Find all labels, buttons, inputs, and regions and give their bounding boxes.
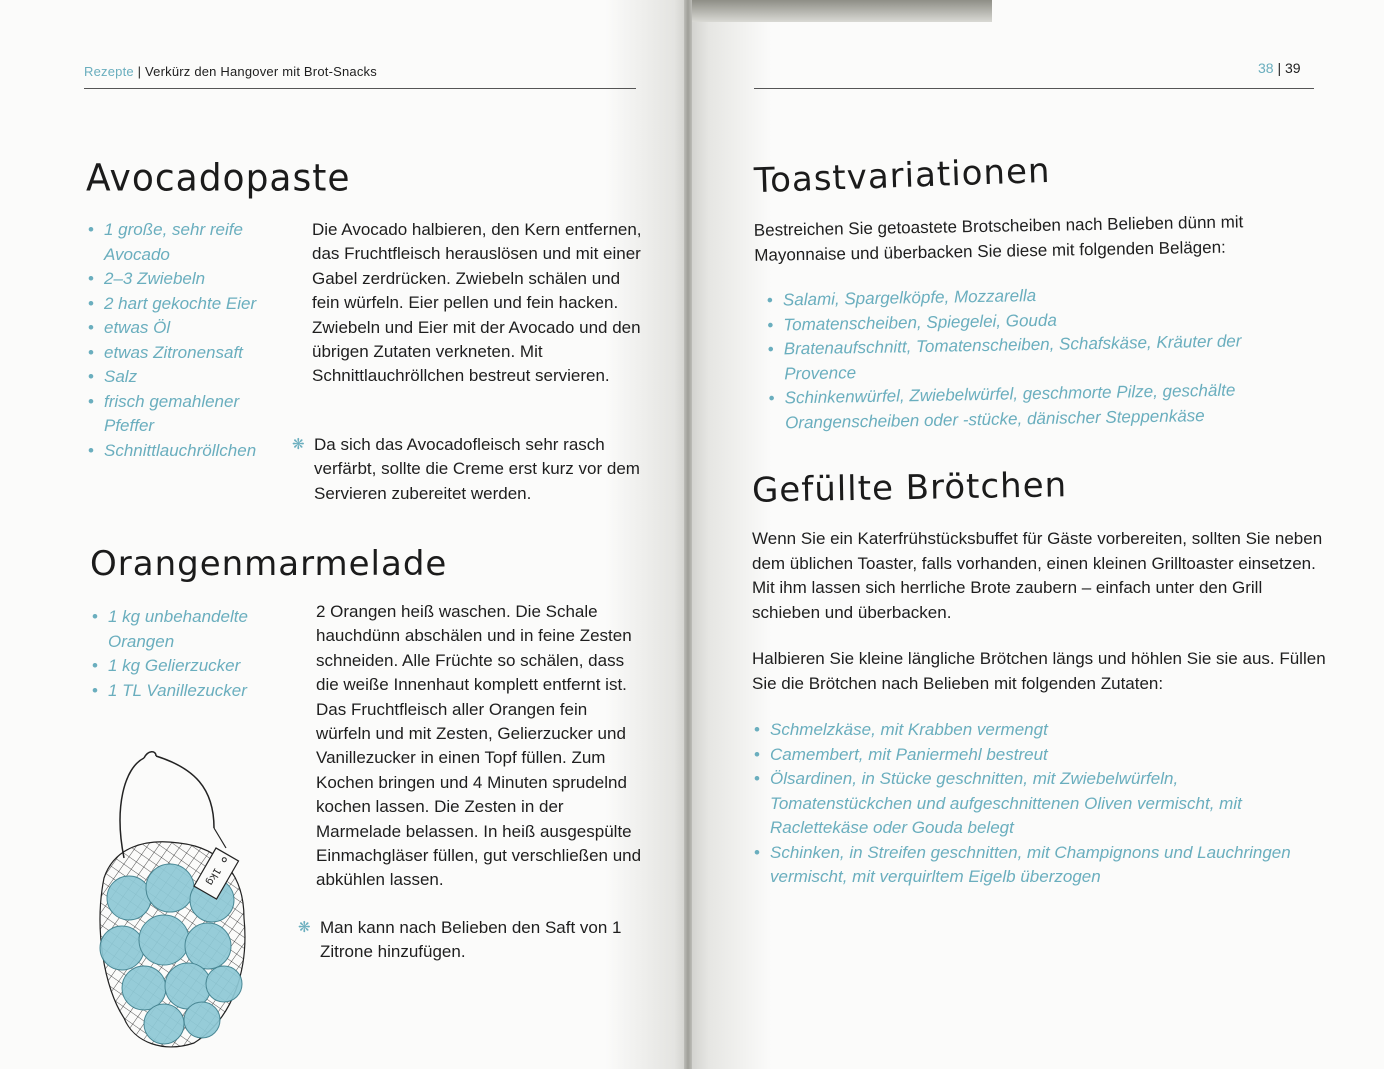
list-item: • Salami, Spargelköpfe, Mozzarella <box>767 279 1307 313</box>
tag-label: 1kg <box>203 865 223 888</box>
running-head-title: Verkürz den Hangover mit Brot-Snacks <box>145 64 377 79</box>
list-item: • Schinken, in Streifen geschnitten, mit Champignons und Lauchringen vermischt, mit verquirltem Eigelb überzogen <box>754 841 1314 890</box>
header-rule <box>754 88 1314 89</box>
right-page <box>688 0 1384 1069</box>
paw-icon: ❋ <box>298 919 311 936</box>
ingredient-list-orangenmarmelade <box>92 605 292 703</box>
list-item: • Schmelzkäse, mit Krabben vermengt <box>754 718 1314 743</box>
recipe-title-avocadopaste: Avocadopaste <box>86 156 351 201</box>
ingredient-item: • Schnittlauchröllchen <box>88 439 288 464</box>
tip-text: Da sich das Avocadofleisch sehr rasch verfärbt, sollte die Creme erst kurz vor dem Servieren zubereitet werden. <box>314 435 640 503</box>
page-number-right: 39 <box>1285 60 1301 76</box>
page-number-separator: | <box>1277 60 1282 76</box>
ingredient-list-avocadopaste <box>88 218 288 463</box>
toppings-list <box>767 279 1309 435</box>
list-item: • Ölsardinen, in Stücke geschnitten, mit Zwiebelwürfeln, Tomatenstückchen und aufgeschnittenen Oliven vermischt, mit Raclettekäse oder Gouda belegt <box>754 767 1314 841</box>
ingredient-item: • etwas Öl <box>88 316 288 341</box>
ingredient-item: • 2 hart gekochte Eier <box>88 292 288 317</box>
ingredient-item: • 1 TL Vanillezucker <box>92 679 292 704</box>
book-gutter <box>684 0 692 1069</box>
page-number-left: 38 <box>1258 60 1274 76</box>
method-orangenmarmelade: 2 Orangen heiß waschen. Die Schale hauchdünn abschälen und in feine Zesten schneiden. Alle Früchte so schälen, dass die weiße Innenhaut komplett entfernt ist. Das Fruchtfleisch aller Orangen fein würfeln und mit Zesten, Gelierzucker und Vanillezucker in einen Topf füllen. Zum Kochen bringen und 4 Minuten sprudelnd kochen lassen. Die Zesten in der Marmelade belassen. In heiß ausgespülte Einmachgläser füllen, gut verschließen und abkühlen lassen. <box>316 602 642 890</box>
intro-toastvariationen: Bestreichen Sie getoastete Brotscheiben nach Belieben dünn mit Mayonnaise und überbacken Sie diese mit folgenden Belägen: <box>753 212 1244 265</box>
tip-orangenmarmelade <box>298 916 660 965</box>
intro2-gefuellte-broetchen: Halbieren Sie kleine längliche Brötchen längs und höhlen Sie sie aus. Füllen Sie die Brötchen nach Belieben mit folgenden Zutaten: <box>752 649 1326 693</box>
ingredient-item: • etwas Zitronensaft <box>88 341 288 366</box>
method-avocadopaste: Die Avocado halbieren, den Kern entfernen, das Fruchtfleisch herauslösen und mit einer Gabel zerdrücken. Zwiebeln schälen und fein würfeln. Eier pellen und fein hacken. Zwiebeln und Eier mit der Avocado und den übrigen Zutaten verkneten. Mit Schnittlauchröllchen bestreut servieren. <box>312 220 642 386</box>
tip-avocadopaste <box>292 433 654 506</box>
tip-text: Man kann nach Belieben den Saft von 1 Zitrone hinzufügen. <box>320 918 622 962</box>
section-title-toastvariationen: Toastvariationen <box>753 150 1052 202</box>
fillings-list <box>754 718 1314 890</box>
page-numbers <box>1258 60 1301 76</box>
ingredient-item: • Salz <box>88 365 288 390</box>
scan-shadow <box>692 0 992 22</box>
running-head <box>84 64 377 79</box>
header-rule <box>84 88 636 89</box>
running-head-separator: | <box>137 64 142 79</box>
running-head-section: Rezepte <box>84 64 134 79</box>
ingredient-item: • 1 große, sehr reife Avocado <box>88 218 288 267</box>
list-item: • Schinkenwürfel, Zwiebelwürfel, geschmorte Pilze, geschälte Orangenscheiben oder -stücke, dänischer Steppenkäse <box>768 377 1309 435</box>
section-title-gefuellte-broetchen: Gefüllte Brötchen <box>751 465 1068 511</box>
list-item: • Tomatenscheiben, Spiegelei, Gouda <box>767 304 1307 338</box>
ingredient-item: • 2–3 Zwiebeln <box>88 267 288 292</box>
ingredient-item: • frisch gemahlener Pfeffer <box>88 390 288 439</box>
list-item: • Camembert, mit Paniermehl bestreut <box>754 743 1314 768</box>
left-page <box>0 0 688 1069</box>
orange-net-illustration <box>84 748 274 1058</box>
recipe-title-orangenmarmelade: Orangenmarmelade <box>90 544 448 584</box>
paw-icon: ❋ <box>292 436 305 453</box>
ingredient-item: • 1 kg unbehandelte Orangen <box>92 605 292 654</box>
intro-gefuellte-broetchen: Wenn Sie ein Katerfrühstücksbuffet für Gäste vorbereiten, sollten Sie neben dem üblichen Toaster, falls vorhanden, einen kleinen Grilltoaster einsetzen. Mit ihm lassen sich herrliche Brote zaubern – einfach unter den Grill schieben und überbacken. <box>752 529 1323 622</box>
ingredient-item: • 1 kg Gelierzucker <box>92 654 292 679</box>
list-item: • Bratenaufschnitt, Tomatenscheiben, Schafskäse, Kräuter der Provence <box>768 328 1309 386</box>
